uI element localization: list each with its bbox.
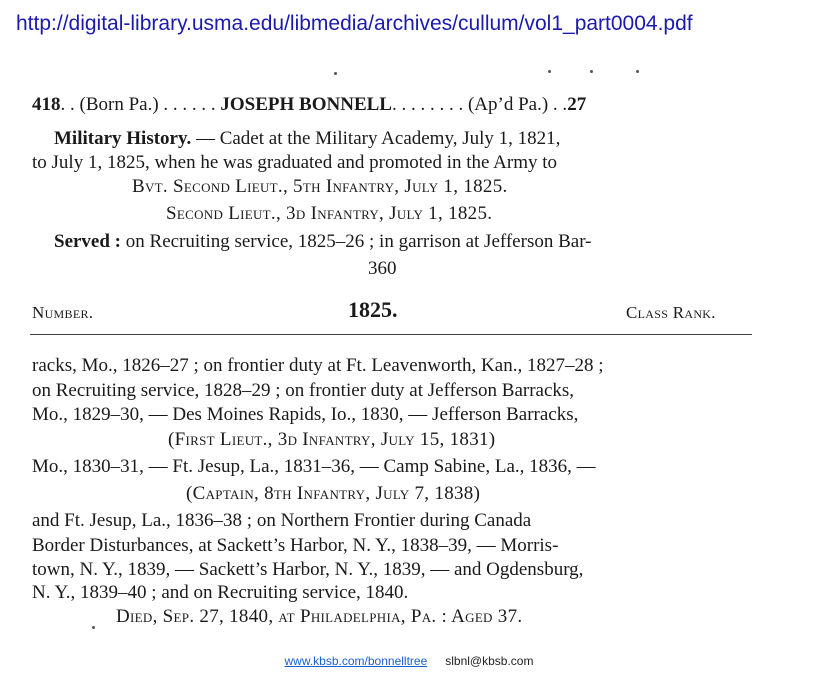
served-line bbox=[54, 231, 591, 253]
entry-appointed: . . . . . . . . (Ap’d Pa.) . . bbox=[391, 94, 568, 115]
served-label: Served : bbox=[54, 231, 122, 252]
scan-speck bbox=[334, 72, 337, 75]
divider bbox=[30, 334, 752, 335]
source-url: http://digital-library.usma.edu/libmedia/archives/cullum/vol1_part0004.pdf bbox=[16, 12, 693, 35]
scan-speck bbox=[548, 70, 551, 73]
footer-email: slbnl@kbsb.com bbox=[445, 654, 534, 668]
entry-number: 418 bbox=[32, 94, 61, 115]
text-line: and Ft. Jesup, La., 1836–38 ; on Northern Frontier during Canada bbox=[32, 510, 532, 531]
scan-speck bbox=[92, 626, 95, 629]
table-header-year: 1825. bbox=[348, 297, 398, 322]
entry-class-rank: 27 bbox=[567, 94, 587, 115]
history-line-2: to July 1, 1825, when he was graduated and promoted in the Army to bbox=[32, 152, 558, 173]
history-line-4: Second Lieut., 3d Infantry, July 1, 1825. bbox=[166, 203, 493, 224]
text-line: on Recruiting service, 1828–29 ; on frontier duty at Jefferson Barracks, bbox=[32, 380, 575, 401]
entry-born: . . (Born Pa.) . . . . . . bbox=[60, 94, 216, 115]
page-number: 360 bbox=[368, 258, 397, 279]
text-line: Border Disturbances, at Sackett’s Harbor, N. Y., 1838–39, — Morris- bbox=[32, 535, 559, 556]
text-line: (First Lieut., 3d Infantry, July 15, 1831) bbox=[168, 429, 496, 450]
history-line-3: Bvt. Second Lieut., 5th Infantry, July 1, 1825. bbox=[132, 176, 508, 197]
text-line: racks, Mo., 1826–27 ; on frontier duty at Ft. Leavenworth, Kan., 1827–28 ; bbox=[32, 355, 604, 376]
table-header-number: Number. bbox=[32, 303, 94, 322]
history-text: — Cadet at the Military Academy, July 1, 1821, bbox=[191, 128, 561, 149]
text-line: Mo., 1830–31, — Ft. Jesup, La., 1831–36, — Camp Sabine, La., 1836, — bbox=[32, 456, 596, 477]
footer-link[interactable]: www.kbsb.com/bonnelltree bbox=[284, 654, 428, 668]
table-header-class-rank: Class Rank. bbox=[626, 303, 716, 322]
history-label: Military History. bbox=[54, 128, 192, 149]
text-line: town, N. Y., 1839, — Sackett’s Harbor, N. Y., 1839, — and Ogdensburg, bbox=[32, 559, 584, 580]
scan-speck bbox=[590, 70, 593, 73]
history-line-1 bbox=[54, 128, 560, 150]
text-line: N. Y., 1839–40 ; and on Recruiting service, 1840. bbox=[32, 582, 409, 603]
scan-speck bbox=[636, 70, 639, 73]
footer bbox=[0, 654, 818, 668]
text-line: Mo., 1829–30, — Des Moines Rapids, Io., 1830, — Jefferson Barracks, bbox=[32, 404, 579, 425]
entry-heading bbox=[32, 94, 586, 116]
died-line: Died, Sep. 27, 1840, at Philadelphia, Pa. : Aged 37. bbox=[116, 606, 523, 627]
text-line: (Captain, 8th Infantry, July 7, 1838) bbox=[186, 483, 481, 504]
entry-name: JOSEPH BONNELL bbox=[220, 94, 392, 115]
served-text: on Recruiting service, 1825–26 ; in garrison at Jefferson Bar- bbox=[121, 231, 592, 252]
